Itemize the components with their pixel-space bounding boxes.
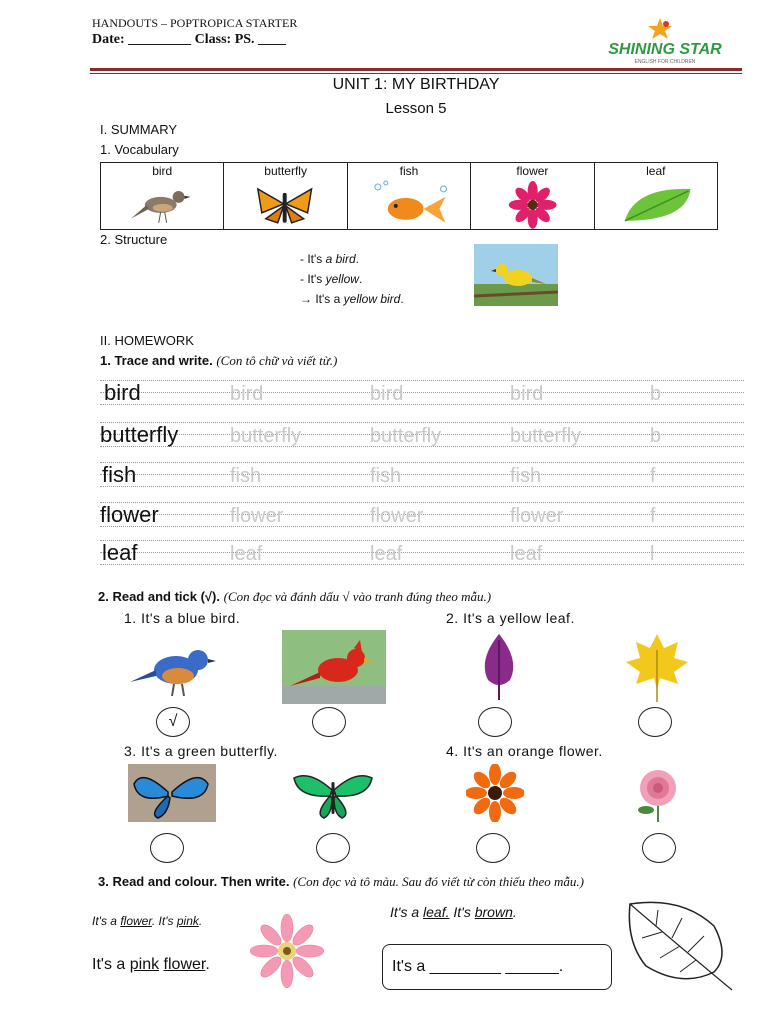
yellow-bird-image [474,244,558,306]
bird-image [101,179,223,229]
tick-circle-3b[interactable] [316,833,350,863]
blue-butterfly-image [128,764,216,822]
exercise-1-title: 1. Trace and write. (Con tô chữ và viết từ.) [100,353,338,368]
trace-row-butterfly: butterfly butterfly butterfly butterfly b [100,418,744,448]
structure-line-3: → It's a yellow bird. [300,292,404,306]
flower-image [471,179,593,229]
homework-heading: II. HOMEWORK [100,333,194,348]
orange-flower-image [466,764,524,822]
blue-bird-image [120,630,226,704]
red-cardinal-image [282,630,386,704]
vocabulary-table [100,162,718,230]
trace-row-flower: flower flower flower flower f [100,498,744,528]
answer-sentence-flower: It's a pink flower. [92,956,210,973]
vocab-word: butterfly [264,164,307,178]
structure-heading: 2. Structure [100,232,168,247]
tick-circle-2b[interactable] [638,707,672,737]
exercise-2-title: 2. Read and tick (√). (Con đọc và đánh dấu √ vào tranh đúng theo mẫu.) [98,589,492,604]
question-4: 4. It's an orange flower. [446,743,603,759]
pink-gerbera-image [250,914,324,988]
vocab-word: fish [399,164,419,178]
butterfly-image [224,179,346,229]
vocab-cell-bird [101,163,224,229]
tick-circle-2a[interactable] [478,707,512,737]
question-1: 1. It's a blue bird. [124,610,241,626]
tick-circle-4b[interactable] [642,833,676,863]
shining-star-logo [600,16,730,68]
vocab-cell-flower [471,163,594,229]
header-rule [90,68,742,71]
trace-row-fish: fish fish fish fish f [100,458,744,488]
vocab-word: leaf [646,164,666,178]
leaf-image [595,179,717,229]
green-butterfly-image [290,768,376,820]
trace-row-leaf: leaf leaf leaf leaf l [100,536,744,566]
handout-title: HANDOUTS – POPTROPICA STARTER [92,16,298,30]
trace-row-bird: bird bird bird bird b [100,376,744,406]
leaf-outline-image [622,896,734,992]
tick-circle-1b[interactable] [312,707,346,737]
question-3: 3. It's a green butterfly. [124,743,278,759]
yellow-leaf-image [624,630,690,704]
tick-circle-1a[interactable]: √ [156,707,190,737]
structure-line-1: - It's a bird. [300,252,359,266]
example-sentence-leaf: It's a leaf. It's brown. [390,904,517,920]
example-sentence-flower: It's a flower. It's pink. [92,914,203,928]
lesson-title: Lesson 5 [385,100,447,117]
vocab-cell-fish [348,163,471,229]
vocab-cell-leaf [595,163,717,229]
logo-text: SHINING STAR [608,41,722,58]
tick-circle-3a[interactable] [150,833,184,863]
answer-sentence-leaf[interactable]: It's a ________ ______. [392,958,564,975]
logo-sub: ENGLISH FOR CHILDREN [634,59,696,65]
vocab-word: flower [516,164,549,178]
exercise-3-title: 3. Read and colour. Then write. (Con đọc và tô màu. Sau đó viết từ còn thiếu theo mẫu.) [98,874,584,889]
unit-title: UNIT 1: MY BIRTHDAY [332,76,500,93]
pink-rose-image [630,766,686,822]
vocabulary-heading: 1. Vocabulary [100,142,179,157]
structure-line-2: - It's yellow. [300,272,363,286]
vocab-cell-butterfly [224,163,347,229]
fish-image [348,179,470,229]
header-rule-thin [90,73,742,74]
question-2: 2. It's a yellow leaf. [446,610,575,626]
purple-leaf-image [474,630,524,704]
date-class-line: Date: _________ Class: PS. ____ [92,32,287,47]
vocab-word: bird [152,164,173,178]
tick-circle-4a[interactable] [476,833,510,863]
summary-heading: I. SUMMARY [100,122,178,137]
